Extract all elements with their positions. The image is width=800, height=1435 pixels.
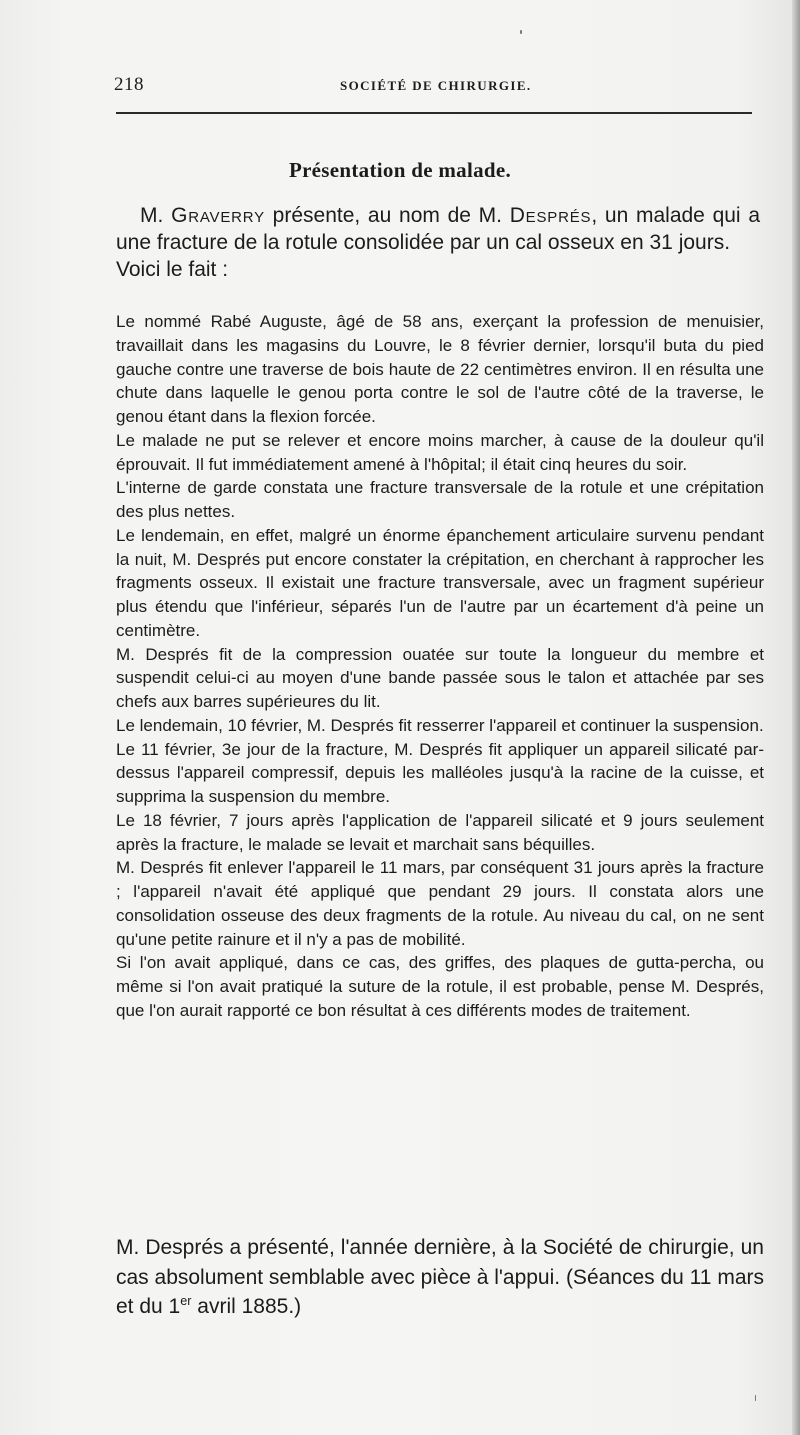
closing-text: M. Després a présenté, l'année dernière, à la Société de chirurgie, un cas absolument semblable avec pièce à l'appui. (Séances du 11 mars et du 1 <box>116 1236 764 1318</box>
intro-lead: Voici le fait : <box>116 258 229 281</box>
case-report <box>116 310 764 1023</box>
closing-text-end: avril 1885.) <box>191 1295 302 1318</box>
header-rule <box>116 112 752 114</box>
intro-paragraph <box>116 202 760 256</box>
case-paragraph: M. Després fit de la compression ouatée sur toute la longueur du membre et suspendit celui-ci au moyen d'une bande passée sous le talon et attachée par ses chefs aux barres supérieures du lit. <box>116 644 764 711</box>
case-paragraph: M. Després fit enlever l'appareil le 11 mars, par conséquent 31 jours après la fracture ; l'appareil n'avait été appliqué que pendant 29 jours. Il constata alors une consolidation osseuse des deux fragments de la rotule. Au niveau du cal, on ne sent qu'une petite rainure et il n'y a pas de mobilité. <box>116 858 764 949</box>
intro-mid: présente, au nom de M. <box>264 204 510 227</box>
paper-speck <box>520 30 522 34</box>
case-paragraph: Le 18 février, 7 jours après l'application de l'appareil silicaté et 9 jours seulement après la fracture, le malade se levait et marchait sans béquilles. <box>116 810 764 854</box>
surgeon-name: Després <box>509 204 592 227</box>
running-head <box>114 74 744 96</box>
page-number: 218 <box>114 74 144 95</box>
page-edge-shadow <box>792 0 800 1435</box>
author-name: Graverry <box>171 204 265 227</box>
closing-paragraph <box>116 1233 764 1322</box>
case-paragraph: Le nommé Rabé Auguste, âgé de 58 ans, exerçant la profession de menuisier, travaillait dans les magasins du Louvre, le 8 février dernier, lorsqu'il buta du pied gauche contre une traverse de bois haute de 22 centimètres environ. Il en résulta une chute dans laquelle le genou porta contre le sol de l'autre côté de la traverse, le genou étant dans la flexion forcée. <box>116 312 764 426</box>
case-paragraph: L'interne de garde constata une fracture transversale de la rotule et une crépitation des plus nettes. <box>116 478 764 521</box>
case-paragraph: Si l'on avait appliqué, dans ce cas, des griffes, des plaques de gutta-percha, ou même si l'on avait pratiqué la suture de la rotule, il est probable, pense M. Després, que l'on aurait rapporté ce bon résultat à ces différents modes de traitement. <box>116 953 764 1020</box>
section-title: Présentation de malade. <box>288 158 512 182</box>
ordinal-superscript: er <box>180 1294 192 1308</box>
intro <box>116 202 760 283</box>
closing-remark <box>116 1233 764 1322</box>
intro-rest: , un malade qui a une fracture de la rotule consolidée par un cal osseux en 31 jours. <box>116 204 760 254</box>
case-paragraph: Le malade ne put se relever et encore moins marcher, à cause de la douleur qu'il éprouvait. Il fut immédiatement amené à l'hôpital; il était cinq heures du soir. <box>116 430 764 474</box>
paper-speck <box>755 1395 756 1401</box>
case-paragraph: Le lendemain, en effet, malgré un énorme épanchement articulaire survenu pendant la nuit, M. Després put encore constater la crépitation, en cherchant à rapprocher les fragments osseux. Il existait une fracture transversale, avec un fragment supérieur plus étendu que l'inférieur, séparés l'un de l'autre par un écartement d'à peine un centimètre. <box>116 525 764 640</box>
journal-title: SOCIÉTÉ DE CHIRURGIE. <box>340 78 532 93</box>
case-paragraph: Le lendemain, 10 février, M. Després fit resserrer l'appareil et continuer la suspension. <box>116 715 764 735</box>
case-paragraph: Le 11 février, 3e jour de la fracture, M. Després fit appliquer un appareil silicaté par-dessus l'appareil compressif, depuis les malléoles jusqu'à la racine de la cuisse, et supprima la suspension du membre. <box>116 739 764 806</box>
intro-prefix: M. <box>140 204 172 227</box>
